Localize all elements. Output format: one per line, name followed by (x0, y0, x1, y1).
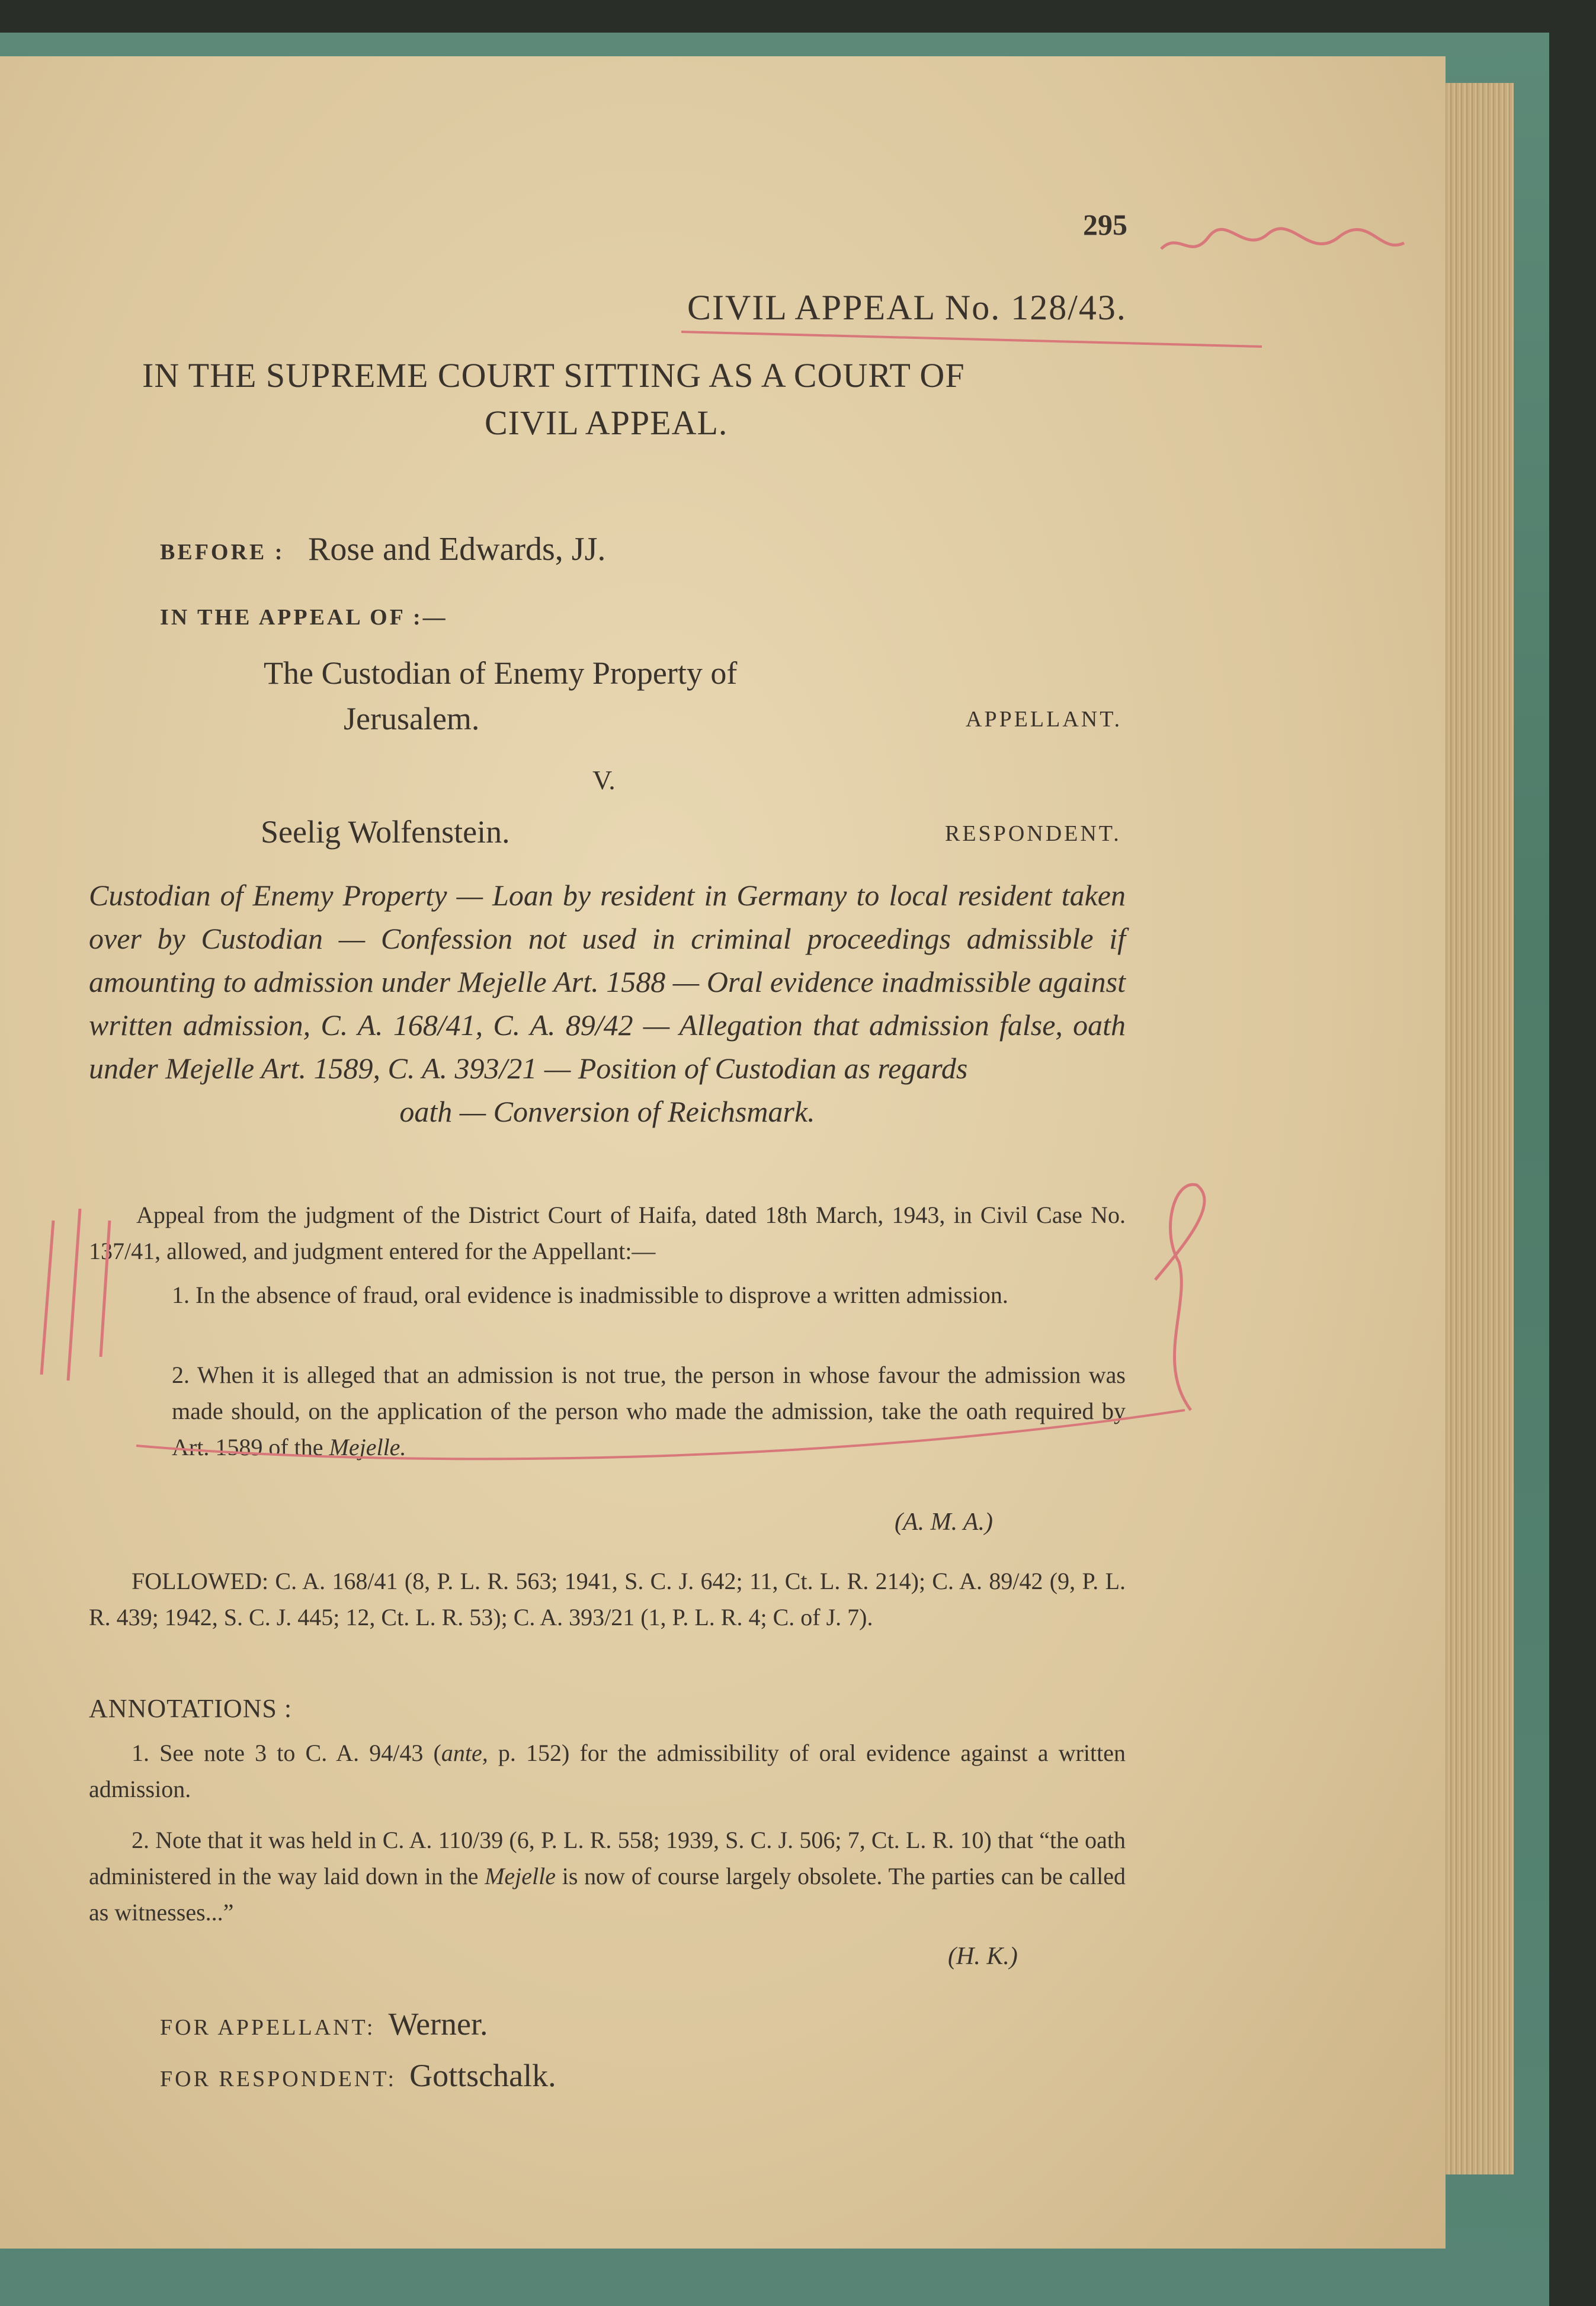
court-title-line1: IN THE SUPREME COURT SITTING AS A COURT OF (142, 356, 965, 395)
book-page (0, 56, 1446, 2249)
headnote-last-line: oath — Conversion of Reichsmark. (399, 1095, 815, 1128)
annotation-2-part-b: is now of course largely obsolete. The parties can be called as witnesses...” (89, 1863, 1126, 1926)
counsel-appellant (160, 2006, 488, 2042)
held-point-2 (172, 1357, 1126, 1465)
annotation-1-part-b: p. 152) for the admissibility of oral evidence against a written admission. (89, 1740, 1126, 1802)
held-point-1: 1. In the absence of fraud, oral evidence is inadmissible to disprove a written admission. (172, 1282, 1008, 1308)
held-point-2-tail: Mejelle. (329, 1434, 406, 1461)
annotation-2-part-a: 2. Note that it was held in C. A. 110/39 (6, P. L. R. 558; 1939, S. C. J. 506; 7, Ct. L. R. 10) that “the oath administered in the way laid down in the (89, 1827, 1126, 1889)
judges: Rose and Edwards, JJ. (308, 531, 606, 568)
counsel-respondent-name: Gottschalk. (409, 2058, 556, 2093)
versus: V. (592, 765, 616, 795)
court-title-line2: CIVIL APPEAL. (485, 403, 728, 442)
annotation-1-ante: ante, (441, 1740, 488, 1766)
annotations-heading: ANNOTATIONS : (89, 1694, 293, 1723)
followed-citations: FOLLOWED: C. A. 168/41 (8, P. L. R. 563; 1941, S. C. J. 642; 11, Ct. L. R. 214); C. A. 89/42 (9, P. L. R. 439; 1942, S. C. J. 445; 12, Ct. L. R. 53); C. A. 393/21 (1, P. L. R. 4; C. of J. 7). (89, 1568, 1126, 1631)
counsel-respondent (160, 2057, 556, 2094)
appeal-of-label: IN THE APPEAL OF :— (160, 605, 448, 630)
appellant-name-line2: Jerusalem. (344, 701, 480, 736)
headnote (89, 874, 1126, 1133)
appeal-intro: Appeal from the judgment of the District Court of Haifa, dated 18th March, 1943, in Civil Case No. 137/41, allowed, and judgment entered for the Appellant:— (89, 1202, 1126, 1264)
counsel-respondent-label: FOR RESPONDENT: (160, 2067, 397, 2092)
appellant-role: APPELLANT. (966, 707, 1123, 732)
respondent-name: Seelig Wolfenstein. (261, 814, 510, 850)
respondent-role: RESPONDENT. (945, 821, 1121, 846)
counsel-appellant-label: FOR APPELLANT: (160, 2015, 376, 2040)
annotation-2-mejelle: Mejelle (485, 1863, 556, 1889)
annotation-2 (89, 1822, 1126, 1930)
headnote-text: Custodian of Enemy Property — Loan by resident in Germany to local resident taken over by Custodian — Confession not used in criminal proceedings admissible if amounting to admission under Mejelle Art. 1588 — Oral evidence inadmissible against written admission, C. A. 168/41, C. A. 89/42 — Allegation that admission false, oath under Mejelle Art. 1589, C. A. 393/21 — Position of Custodian as regards (89, 879, 1126, 1085)
annotation-1-part-a: 1. See note 3 to C. A. 94/43 ( (132, 1740, 441, 1766)
held-initials: (A. M. A.) (895, 1508, 994, 1536)
annotation-initials: (H. K.) (948, 1943, 1018, 1970)
before-label: BEFORE : (160, 540, 285, 565)
appellant-name-line1: The Custodian of Enemy Property of (264, 655, 738, 691)
held-point-2-text: 2. When it is alleged that an admission is not true, the person in whose favour the admission was made should, on the application of the person who made the admission, take the oath required by Art. 1589 of the (172, 1362, 1126, 1461)
counsel-appellant-name: Werner. (388, 2006, 488, 2042)
page-number: 295 (1083, 208, 1127, 241)
case-number: CIVIL APPEAL No. 128/43. (687, 288, 1127, 327)
annotation-1 (89, 1735, 1126, 1807)
